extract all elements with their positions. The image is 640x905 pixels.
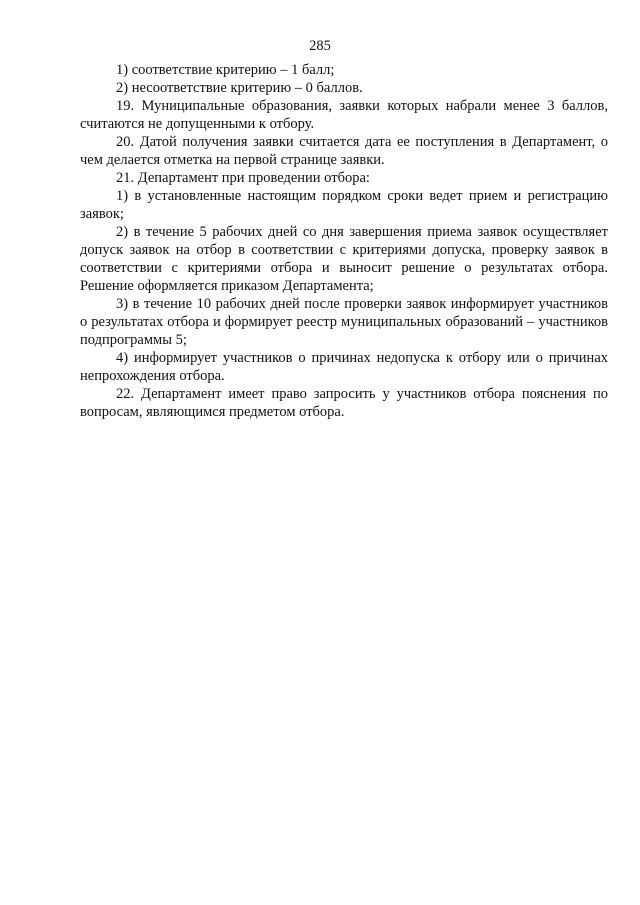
- page-number: 285: [309, 38, 331, 54]
- paragraph: 4) информирует участников о причинах недопуска к отбору или о причинах непрохождения отбора.: [80, 350, 608, 384]
- paragraph: 2) в течение 5 рабочих дней со дня завершения приема заявок осуществляет допуск заявок на отбор в соответствии с критериями допуска, проверку заявок в соответствии с критериями отбора и выносит решение о результатах отбора. Решение оформляется приказом Департамента;: [80, 224, 608, 294]
- document-body: [80, 61, 608, 421]
- paragraph: 20. Датой получения заявки считается дата ее поступления в Департамент, о чем делается отметка на первой странице заявки.: [80, 134, 608, 168]
- paragraph: 22. Департамент имеет право запросить у участников отбора пояснения по вопросам, являющимся предметом отбора.: [80, 386, 608, 420]
- paragraph: 3) в течение 10 рабочих дней после проверки заявок информирует участников о результатах отбора и формирует реестр муниципальных образований – участников подпрограммы 5;: [80, 296, 608, 348]
- paragraph: 21. Департамент при проведении отбора:: [116, 170, 370, 186]
- paragraph: 2) несоответствие критерию – 0 баллов.: [116, 80, 363, 96]
- paragraph: 1) соответствие критерию – 1 балл;: [116, 62, 335, 78]
- paragraph: 19. Муниципальные образования, заявки которых набрали менее 3 баллов, считаются не допущенными к отбору.: [80, 98, 608, 132]
- paragraph: 1) в установленные настоящим порядком сроки ведет прием и регистрацию заявок;: [80, 188, 608, 222]
